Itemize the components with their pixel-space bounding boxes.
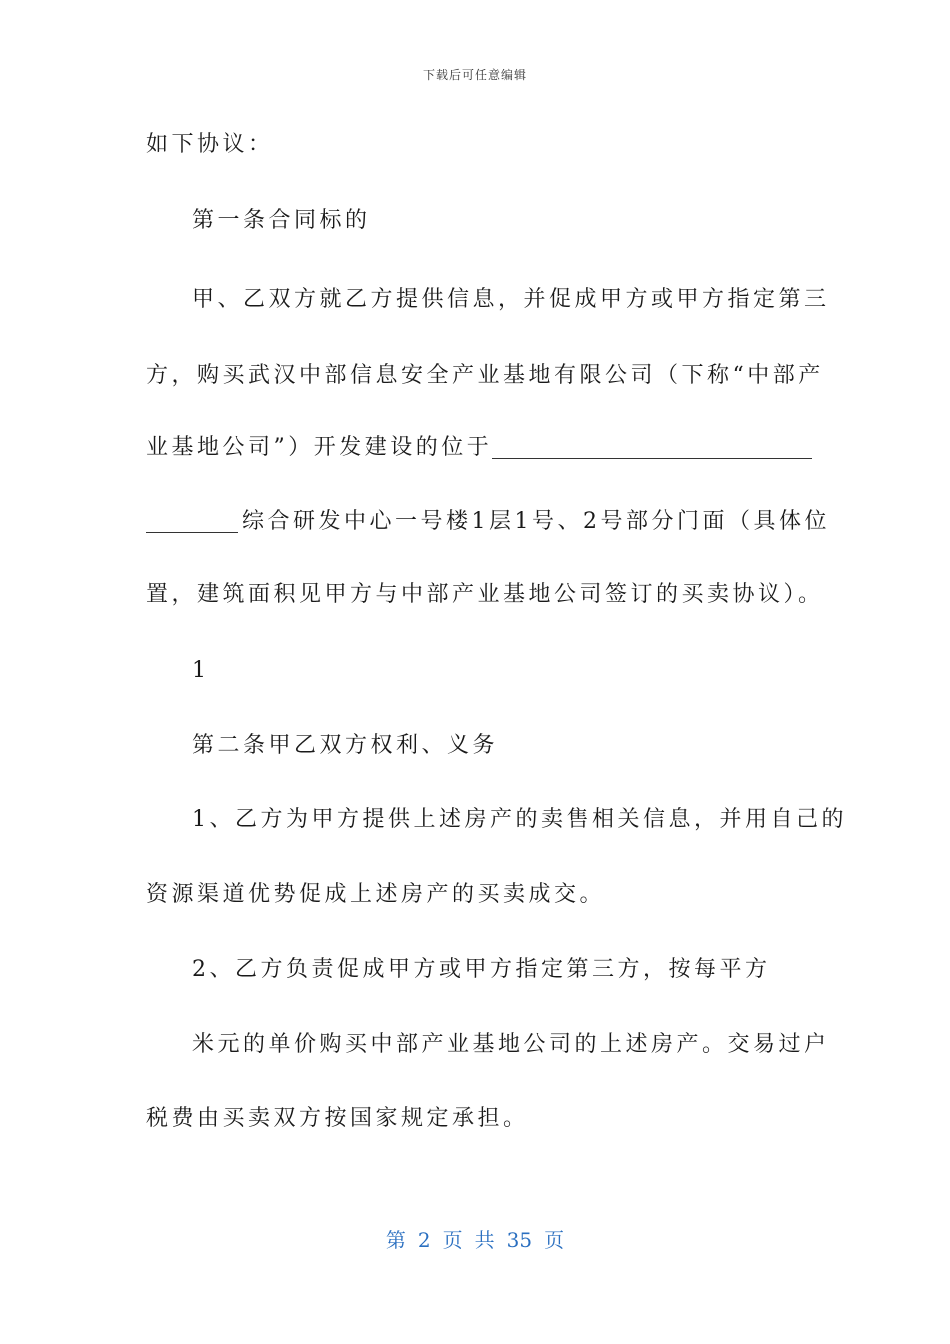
paragraph-line — [146, 507, 830, 537]
paragraph-line: 资源渠道优势促成上述房产的买卖成交。 — [146, 882, 606, 907]
paragraph-text: 业基地公司”）开发建设的位于 — [146, 435, 493, 460]
paragraph-line: 甲、乙双方就乙方提供信息，并促成甲方或甲方指定第三 — [192, 287, 830, 312]
page-number-footer — [0, 1224, 950, 1253]
paragraph-line: 如下协议： — [146, 132, 274, 157]
paragraph-line: 置，建筑面积见甲方与中部产业基地公司签订的买卖协议）。 — [146, 582, 824, 607]
fill-in-blank — [146, 510, 238, 533]
paragraph-line: 米元的单价购买中部产业基地公司的上述房产。交易过户 — [192, 1032, 830, 1057]
page-header: 下载后可任意编辑 — [422, 68, 527, 82]
page-suffix: 页 — [544, 1228, 565, 1252]
page-word: 页 — [442, 1228, 463, 1252]
fill-in-blank — [492, 436, 812, 459]
paragraph-text: 综合研发中心一号楼1层1号、2号部分门面（具体位 — [242, 509, 830, 534]
page-prefix: 第 — [385, 1228, 406, 1252]
paragraph-line: 1 — [192, 658, 210, 683]
paragraph-line: 方，购买武汉中部信息安全产业基地有限公司（下称“中部产 — [146, 363, 824, 388]
current-page: 2 — [417, 1228, 431, 1252]
total-word: 共 — [474, 1228, 495, 1252]
paragraph-line: 税费由买卖双方按国家规定承担。 — [146, 1106, 529, 1131]
paragraph-line: 2、乙方负责促成甲方或甲方指定第三方，按每平方 — [192, 957, 771, 982]
total-pages: 35 — [506, 1228, 533, 1252]
section-heading: 第一条合同标的 — [192, 208, 371, 233]
paragraph-line: 1、乙方为甲方提供上述房产的卖售相关信息，并用自己的 — [192, 807, 847, 832]
paragraph-line — [146, 433, 812, 463]
section-heading: 第二条甲乙双方权利、义务 — [192, 733, 499, 758]
